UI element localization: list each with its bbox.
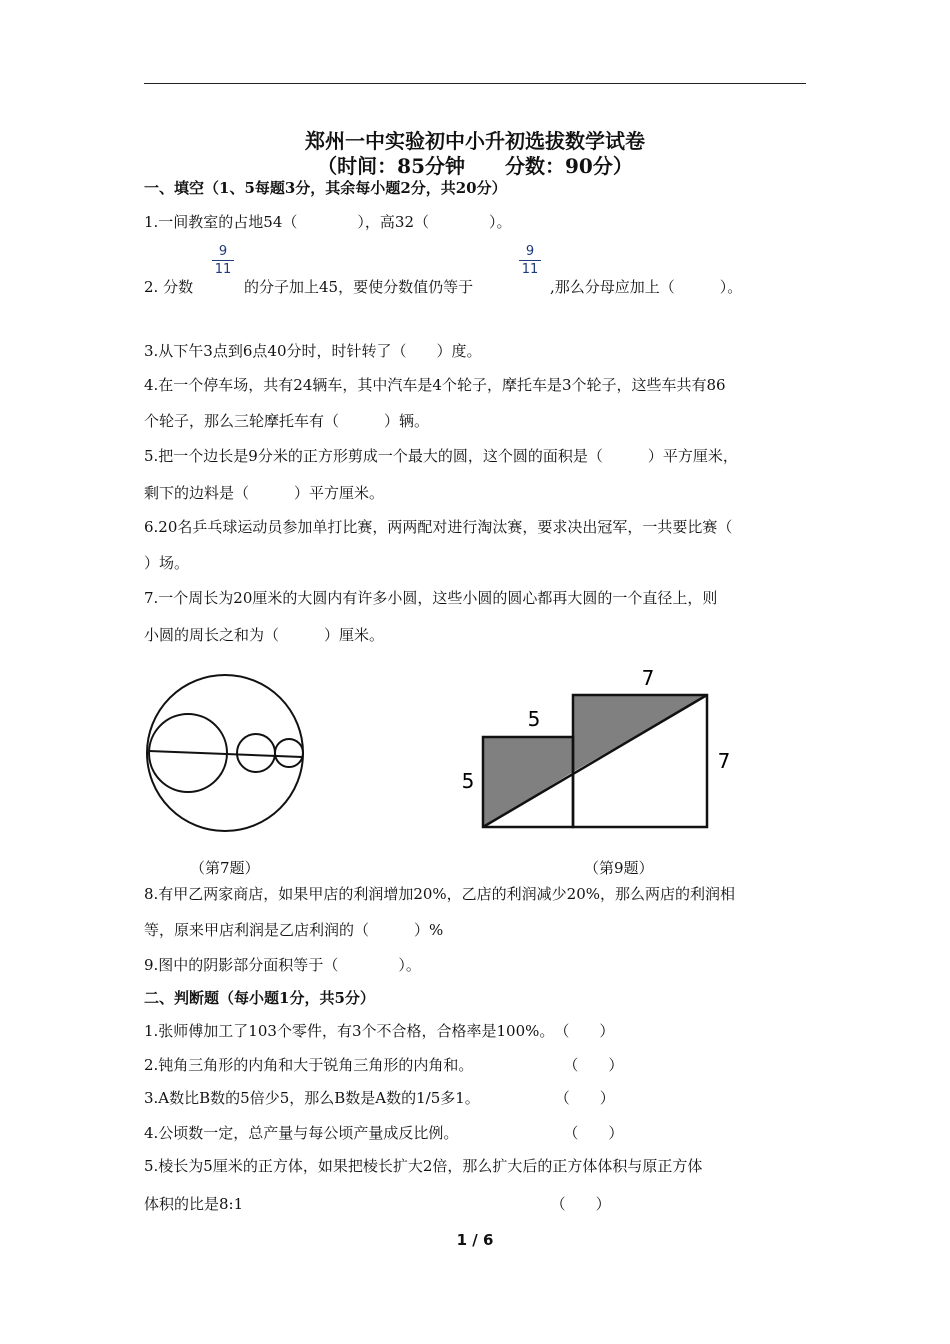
question-5-line-1: 5.把一个边长是9分米的正方形剪成一个最大的圆，这个圆的面积是（ ）平方厘米， — [144, 447, 738, 465]
judge-1: 1.张师傅加工了103个零件，有3个不合格，合格率是100%。 （ ） — [144, 1022, 615, 1040]
question-1: 1.一间教室的占地54（ ），高32（ ）。 — [144, 213, 512, 231]
label-mid: 5 — [527, 707, 541, 731]
question-7-line-2: 小圆的周长之和为（ ）厘米。 — [144, 626, 385, 644]
question-8-line-2: 等，原来甲店利润是乙店利润的（ ）% — [144, 921, 444, 939]
question-2-prefix: 2. 分数 — [144, 278, 194, 296]
page-number: 1 / 6 — [456, 1231, 494, 1249]
question-5-line-2: 剩下的边料是（ ）平方厘米。 — [144, 484, 385, 502]
page-subtitle: （时间：85分钟 分数：90分） — [317, 154, 633, 178]
fraction-2 — [519, 243, 541, 278]
figure-7-circles — [140, 660, 320, 840]
small-circle-2 — [237, 734, 275, 772]
judge-5-line-1: 5.棱长为5厘米的正方体，如果把棱长扩大2倍，那么扩大后的正方体体积与原正方体 — [144, 1157, 703, 1175]
question-9: 9.图中的阴影部分面积等于（ ）。 — [144, 956, 421, 974]
caption-figure-9: （第9题） — [584, 859, 654, 877]
question-7-line-1: 7.一个周长为20厘米的大圆内有许多小圆，这些小圆的圆心都再大圆的一个直径上，则 — [144, 589, 718, 607]
judge-3: 3.A数比B数的5倍少5，那么B数是A数的1/5多1。 （ ） — [144, 1089, 615, 1107]
label-top: 7 — [641, 666, 655, 690]
question-4-line-2: 个轮子，那么三轮摩托车有（ ）辆。 — [144, 412, 430, 430]
figure-9-shapes — [455, 660, 755, 840]
question-6-line-1: 6.20名乒乓球运动员参加单打比赛，两两配对进行淘汰赛，要求决出冠军，一共要比赛（ — [144, 518, 733, 536]
fraction-1 — [212, 243, 234, 278]
judge-5-line-2: 体积的比是8:1 （ ） — [144, 1195, 611, 1213]
section1-heading: 一、填空（1、5每题3分，其余每小题2分，共20分） — [144, 179, 507, 197]
question-3: 3.从下午3点到6点40分时，时针转了（ ）度。 — [144, 342, 482, 360]
diameter-line — [149, 751, 302, 757]
judge-4: 4.公顷数一定，总产量与每公顷产量成反比例。 （ ） — [144, 1124, 624, 1142]
fraction-2-denominator: 11 — [521, 262, 539, 277]
question-6-line-2: ）场。 — [144, 554, 190, 572]
question-4-line-1: 4.在一个停车场，共有24辆车，其中汽车是4个轮子，摩托车是3个轮子，这些车共有86 — [144, 376, 726, 394]
label-left: 5 — [461, 769, 475, 793]
label-right: 7 — [717, 749, 731, 773]
header-rule — [144, 83, 806, 84]
fraction-1-denominator: 11 — [214, 262, 232, 277]
question-2-suffix: ,那么分母应加上（ ）。 — [550, 278, 743, 296]
section2-heading: 二、判断题（每小题1分，共5分） — [144, 989, 375, 1007]
judge-2: 2.钝角三角形的内角和大于锐角三角形的内角和。 （ ） — [144, 1056, 624, 1074]
fraction-2-numerator: 9 — [519, 243, 541, 261]
caption-figure-7: （第7题） — [190, 859, 260, 877]
fraction-1-numerator: 9 — [212, 243, 234, 261]
question-8-line-1: 8.有甲乙两家商店，如果甲店的利润增加20%，乙店的利润减少20%，那么两店的利润相 — [144, 885, 735, 903]
small-circle-3 — [275, 739, 303, 767]
page-title: 郑州一中实验初中小升初选拔数学试卷 — [305, 129, 645, 153]
question-2-mid: 的分子加上45，要使分数值仍等于 — [244, 278, 474, 296]
